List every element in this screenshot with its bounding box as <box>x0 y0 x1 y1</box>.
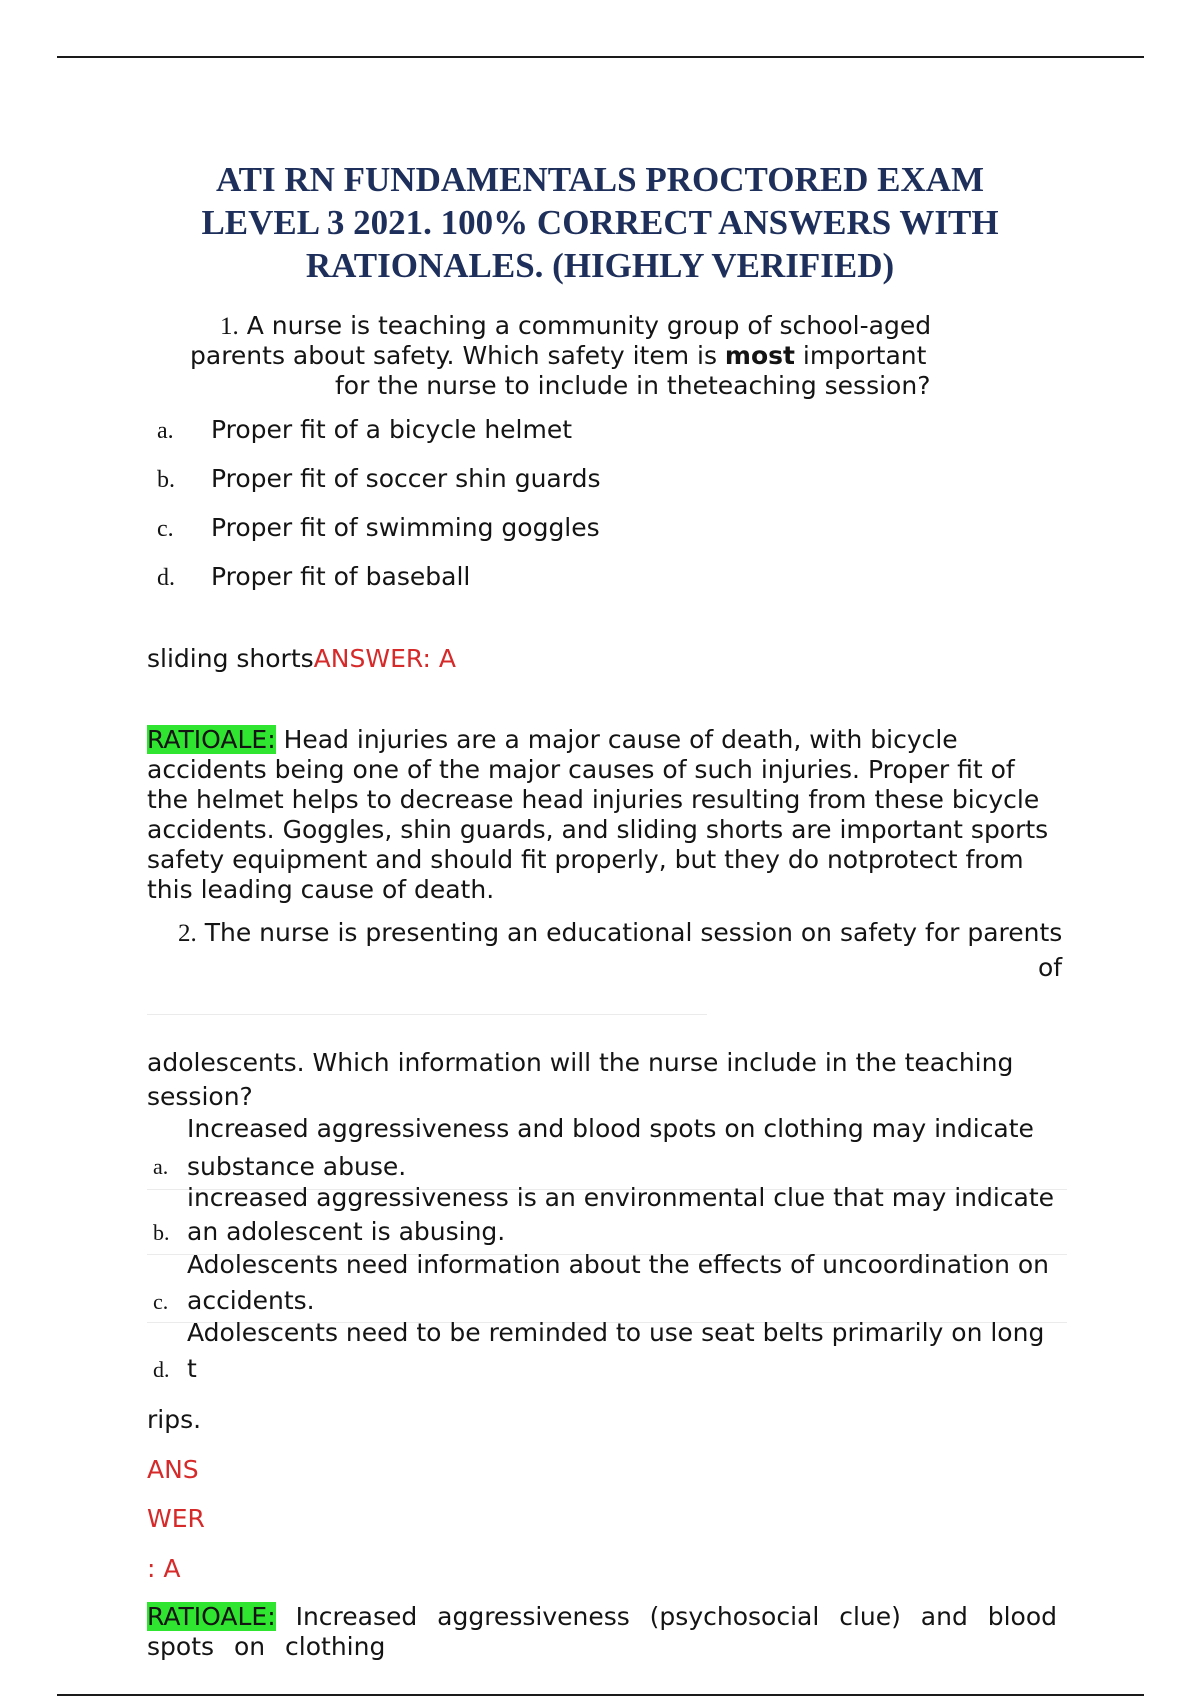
rationale-line: RATIOALE: Head injuries are a major cause of death, with bicycle <box>147 725 958 754</box>
answer-fragment: ANS <box>147 1455 199 1484</box>
question-text: important <box>794 341 927 370</box>
divider <box>147 1014 707 1015</box>
top-rule <box>57 56 1144 58</box>
rationale-label: RATIOALE: <box>147 1602 276 1631</box>
option-letter: c. <box>157 516 174 542</box>
question-number: 2. <box>178 920 197 947</box>
question-text: parents about safety. Which safety item is <box>190 341 725 370</box>
question-2-line-3: session? <box>147 1082 253 1111</box>
option-text: Adolescents need to be reminded to use seat belts primarily on long <box>187 1318 1045 1347</box>
rationale-paragraph <box>147 1602 1057 1662</box>
answer-line <box>147 644 456 674</box>
question-2-line-1-tail: of <box>1038 953 1063 982</box>
option-letter: b. <box>157 467 175 493</box>
option-letter: d. <box>153 1357 170 1382</box>
title-line: ATI RN FUNDAMENTALS PROCTORED EXAM <box>215 160 985 199</box>
option-letter: c. <box>153 1289 169 1314</box>
answer-fragment: : A <box>147 1554 181 1583</box>
rationale-label: RATIOALE: <box>147 725 276 754</box>
option-text: Adolescents need information about the effects of uncoordination on <box>187 1250 1049 1279</box>
rationale-line: accidents being one of the major causes of such injuries. Proper fit of <box>147 755 1015 784</box>
option-text: t <box>187 1354 197 1383</box>
question-text: The nurse is presenting an educational session on safety for parents <box>204 918 1063 947</box>
answer-text: ANSWER: A <box>313 644 456 673</box>
title-line: RATIONALES. (HIGHLY VERIFIED) <box>305 246 895 285</box>
question-1-line-1 <box>220 311 931 342</box>
bottom-rule <box>57 1694 1144 1696</box>
option-text: Proper fit of a bicycle helmet <box>211 415 573 444</box>
rationale-line: accidents. Goggles, shin guards, and sliding shorts are important sports <box>147 815 1049 844</box>
emphasis-text: most <box>724 341 795 370</box>
answer-fragment: WER <box>147 1504 205 1533</box>
rationale-line: the helmet helps to decrease head injuries resulting from these bicycle <box>147 785 1040 814</box>
option-text: accidents. <box>187 1286 315 1315</box>
document-title <box>100 158 1100 287</box>
question-2-line-1 <box>178 918 1062 949</box>
option-text: Proper fit of baseball <box>211 562 471 591</box>
question-number: 1. <box>220 313 239 340</box>
option-text: substance abuse. <box>187 1152 407 1181</box>
option-continuation: rips. <box>147 1405 202 1434</box>
option-letter: b. <box>153 1220 170 1245</box>
option-letter: a. <box>157 418 174 444</box>
question-2-line-2: adolescents. Which information will the nurse include in the teaching <box>147 1048 1014 1077</box>
option-text: increased aggressiveness is an environmental clue that may indicate <box>187 1183 1055 1212</box>
rationale-line: safety equipment and should fit properly, but they do notprotect from <box>147 845 1024 874</box>
rationale-line: this leading cause of death. <box>147 875 495 904</box>
title-line: LEVEL 3 2021. 100% CORRECT ANSWERS WITH <box>201 203 999 242</box>
option-letter: d. <box>157 565 175 591</box>
option-text: an adolescent is abusing. <box>187 1217 506 1246</box>
question-1-line-2 <box>190 341 926 371</box>
rationale-line: RATIOALE: Increased aggressiveness (psychosocial clue) and blood <box>147 1602 1057 1631</box>
option-text: Proper fit of soccer shin guards <box>211 464 601 493</box>
option-text: Proper fit of swimming goggles <box>211 513 600 542</box>
option-text: Increased aggressiveness and blood spots on clothing may indicate <box>187 1114 1034 1143</box>
question-text: A nurse is teaching a community group of school-aged <box>246 311 932 340</box>
option-continuation: sliding shorts <box>147 644 314 673</box>
option-letter: a. <box>153 1154 169 1179</box>
rationale-paragraph <box>147 725 1057 905</box>
question-1-line-3: for the nurse to include in theteaching session? <box>335 371 931 400</box>
rationale-line: spots on clothing <box>147 1632 386 1661</box>
